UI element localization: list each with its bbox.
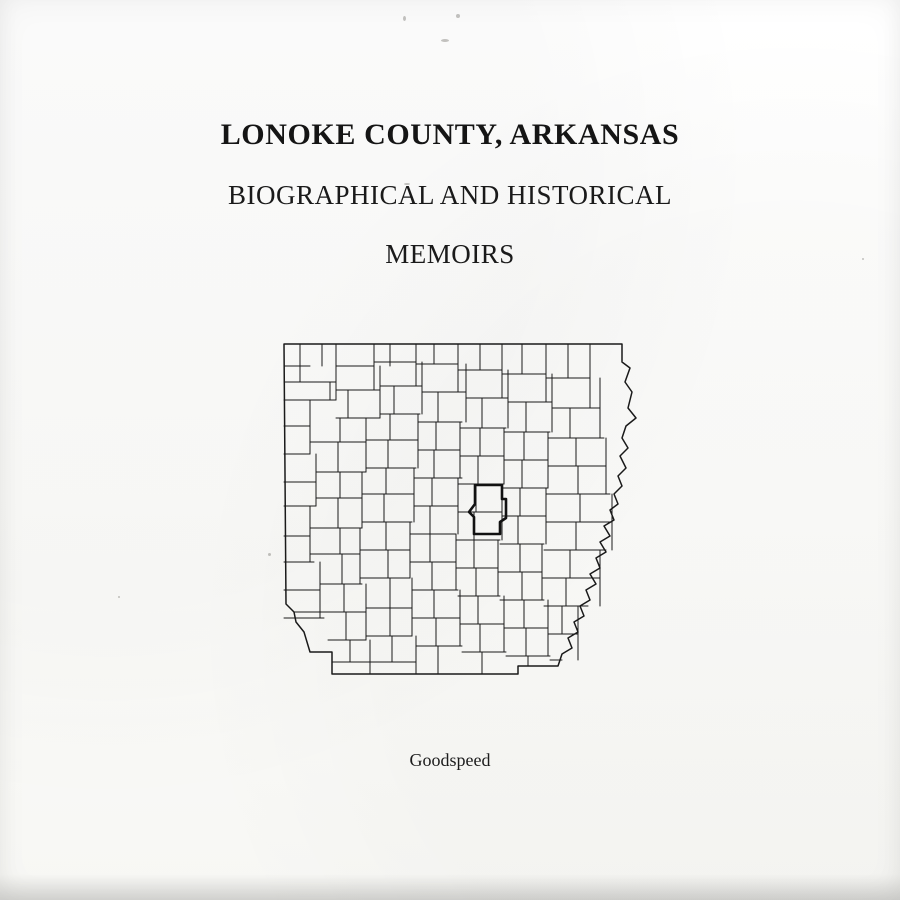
subtitle-line-2: MEMOIRS: [385, 239, 515, 269]
scan-speck: [403, 16, 406, 21]
publisher-name: Goodspeed: [409, 750, 491, 770]
subtitle-line-1: BIOGRAPHICAL AND HISTORICAL: [227, 180, 673, 210]
title-block: [0, 118, 900, 270]
page-bottom-shadow: [0, 874, 900, 900]
page-title: LONOKE COUNTY, ARKANSAS: [220, 118, 680, 151]
scan-speck: [118, 596, 120, 598]
scan-speck: [456, 14, 460, 18]
scan-speck: [441, 39, 449, 42]
arkansas-county-map: [270, 322, 670, 694]
